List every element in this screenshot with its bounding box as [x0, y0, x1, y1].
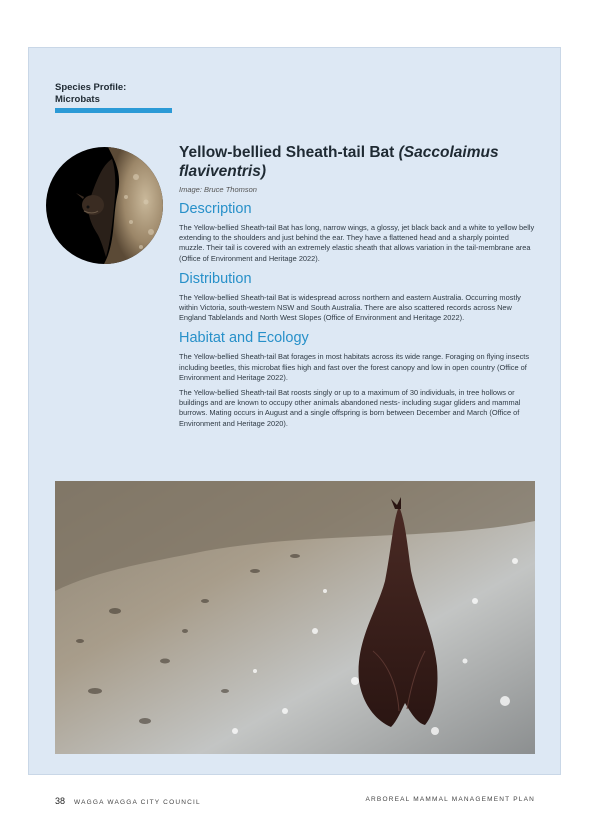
- tag-line-1: Species Profile:: [55, 82, 127, 93]
- habitat-heading: Habitat and Ecology: [179, 330, 309, 347]
- footer-right: [365, 796, 535, 803]
- distribution-heading: Distribution: [179, 270, 252, 287]
- tag-line-2: Microbats: [55, 94, 100, 105]
- species-title: [179, 143, 535, 181]
- image-credit: Image: Bruce Thomson: [179, 185, 257, 194]
- bat-portrait-image: [46, 147, 163, 264]
- scientific-name: (Saccolaimus flaviventris): [179, 144, 499, 180]
- bat-cave-photo: [55, 481, 535, 754]
- footer-left: [55, 796, 201, 806]
- common-name: Yellow-bellied Sheath-tail Bat: [179, 144, 395, 161]
- habitat-paragraph-2: The Yellow-bellied Sheath-tail Bat roosts singly or up to a maximum of 30 individuals, in tree hollows or buildings and are known to occupy other animals abandoned nests- including sugar gliders and mammal burrows. Mating occurs in August and a single offspring is born between December and March (Office of Environment and Heritage 2020).: [179, 388, 521, 428]
- footer-council: WAGGA WAGGA CITY COUNCIL: [74, 799, 201, 806]
- page-number: 38: [55, 796, 66, 806]
- species-content: [179, 143, 535, 434]
- footer-document-title: ARBOREAL MAMMAL MANAGEMENT PLAN: [365, 796, 535, 803]
- habitat-paragraph-1: The Yellow-bellied Sheath-tail Bat forages in most habitats across its wide range. Foraging on flying insects including beetles, this microbat flies high and fast over the forest canopy and low in open country (Office of Environment and Heritage 2022).: [179, 352, 530, 382]
- distribution-paragraph: The Yellow-bellied Sheath-tail Bat is widespread across northern and eastern Australia. Occurring mostly within Victoria, south-western NSW and South Australia. There are also scattered records across New England Tablelands and North West Slopes (Office of Environment and Heritage 2022).: [179, 292, 521, 323]
- description-heading: Description: [179, 201, 252, 217]
- description-paragraph: The Yellow-bellied Sheath-tail Bat has long, narrow wings, a glossy, jet black back and a white to yellow belly extending to the shoulders and just behind the ear. They have a flattened head and a sharply pointed muzzle. Their tail is covered with an extremely elastic sheath that allows variation in the tail-membrane area (Office of Environment and Heritage 2022).: [179, 223, 535, 263]
- accent-bar: [55, 108, 172, 113]
- species-profile-tag: [55, 82, 126, 106]
